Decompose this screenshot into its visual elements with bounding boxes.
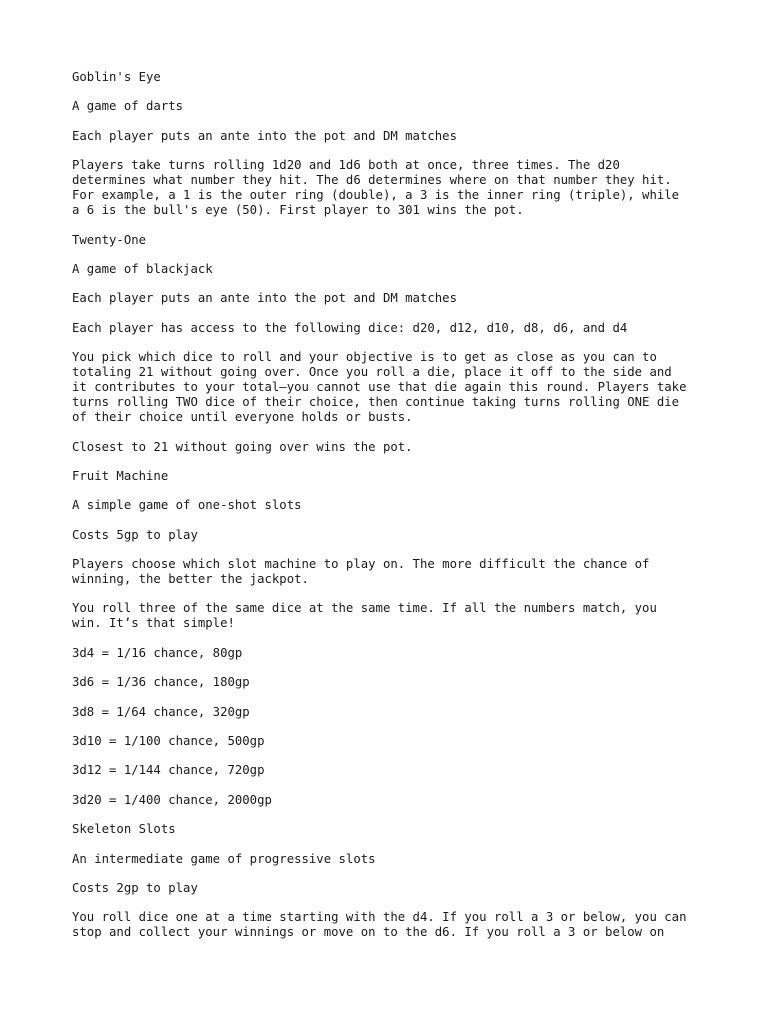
skeleton-slots-rules: You roll dice one at a time starting with the d4. If you roll a 3 or below, you can stop and collect your winnings or move on to the d6. If you roll a 3 or below on [72,910,687,940]
twenty-one-ante: Each player puts an ante into the pot and DM matches [72,291,457,306]
fruit-machine-rules: You roll three of the same dice at the same time. If all the numbers match, you win. It’s that simple! [72,601,657,631]
goblins-eye-ante: Each player puts an ante into the pot and DM matches [72,128,457,143]
fruit-machine-odds-3d10: 3d10 = 1/100 chance, 500gp [72,734,265,749]
fruit-machine-odds-3d4: 3d4 = 1/16 chance, 80gp [72,645,243,660]
skeleton-slots-subtitle: An intermediate game of progressive slots [72,851,376,866]
fruit-machine-subtitle: A simple game of one-shot slots [72,498,302,513]
twenty-one-subtitle: A game of blackjack [72,261,213,276]
twenty-one-win-condition: Closest to 21 without going over wins the pot. [72,439,413,454]
section-title-skeleton-slots: Skeleton Slots [72,822,176,837]
twenty-one-dice: Each player has access to the following dice: d20, d12, d10, d8, d6, and d4 [72,320,628,335]
fruit-machine-odds-3d12: 3d12 = 1/144 chance, 720gp [72,763,265,778]
skeleton-slots-cost: Costs 2gp to play [72,880,198,895]
fruit-machine-cost: Costs 5gp to play [72,527,198,542]
goblins-eye-rules: Players take turns rolling 1d20 and 1d6 both at once, three times. The d20 determines what number they hit. The d6 determines where on that number they hit. For example, a 1 is the outer ring (double), a 3 is the inner ring (triple), while a 6 is the bull's eye (50). First player to 301 wins the pot. [72,158,680,218]
section-title-twenty-one: Twenty-One [72,232,147,247]
fruit-machine-choice: Players choose which slot machine to play on. The more difficult the chance of winning, the better the jackpot. [72,557,650,587]
document-page [72,70,712,955]
twenty-one-rules: You pick which dice to roll and your objective is to get as close as you can to totaling 21 without going over. Once you roll a die, place it off to the side and it contributes to your total—you cannot use that die again this round. Players take turns rolling TWO dice of their choice, then continue taking turns rolling ONE die of their choice until everyone holds or busts. [72,350,687,425]
section-title-goblins-eye: Goblin's Eye [72,70,161,84]
fruit-machine-odds-3d6: 3d6 = 1/36 chance, 180gp [72,675,250,690]
fruit-machine-odds-3d20: 3d20 = 1/400 chance, 2000gp [72,792,272,807]
goblins-eye-subtitle: A game of darts [72,99,184,114]
fruit-machine-odds-3d8: 3d8 = 1/64 chance, 320gp [72,704,250,719]
section-title-fruit-machine: Fruit Machine [72,468,169,483]
